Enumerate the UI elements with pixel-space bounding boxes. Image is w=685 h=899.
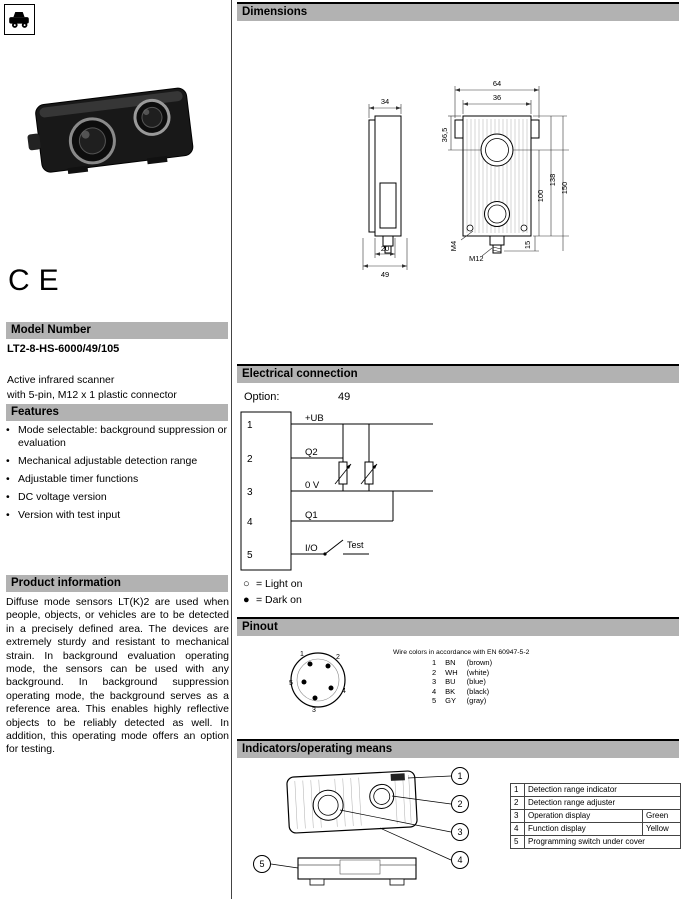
dimensions-header: Dimensions	[237, 2, 679, 21]
callout-4: 4	[457, 855, 463, 865]
legend-light-on	[243, 578, 302, 590]
indicator-num: 3	[511, 810, 525, 823]
connector-pin-number-3: 3	[312, 707, 316, 714]
model-description-line2: with 5-pin, M12 x 1 plastic connector	[7, 389, 177, 401]
feature-item	[6, 455, 229, 468]
wire-color-name: (blue)	[466, 677, 486, 686]
electrical-circuit-diagram	[237, 406, 679, 576]
dim-15-label: 15	[523, 240, 532, 250]
bullet-icon: •	[6, 473, 10, 485]
feature-text: Mechanical adjustable detection range	[18, 455, 198, 467]
wire-pin: 3	[432, 677, 437, 686]
connector-pin-number-4: 4	[342, 688, 346, 695]
legend-dark-on-text: = Dark on	[256, 594, 302, 606]
features-header: Features	[6, 404, 228, 421]
bullet-icon: •	[6, 509, 10, 521]
wire-color-name: (gray)	[466, 696, 487, 705]
bullet-icon: •	[6, 424, 10, 436]
indicators-drawing	[240, 762, 485, 897]
dim-100-label: 100	[536, 189, 545, 203]
model-number-header: Model Number	[6, 322, 228, 339]
pin-number: 3	[247, 487, 253, 498]
callout-5: 5	[259, 859, 265, 869]
pin-label-ub: +UB	[305, 413, 324, 424]
indicator-row	[511, 797, 681, 810]
pin-number: 1	[247, 420, 253, 431]
dim-36-label: 36	[492, 93, 502, 102]
pin-label-q1: Q1	[305, 510, 318, 521]
wire-pin: 1	[432, 658, 437, 667]
front-connector	[490, 236, 504, 253]
car-icon	[5, 5, 33, 33]
feature-text: Version with test input	[18, 509, 121, 521]
dim-49-label: 49	[380, 270, 390, 279]
pin-label-q2: Q2	[305, 447, 318, 458]
dim-20-label: 20	[380, 244, 390, 253]
indicator-num: 1	[511, 784, 525, 797]
model-number: LT2-8-HS-6000/49/105	[7, 343, 120, 355]
product-photo	[23, 68, 208, 188]
ce-mark: CE	[8, 264, 68, 297]
sensor-bottom-drawing	[298, 858, 416, 885]
legend-dark-on	[243, 594, 302, 606]
callout-1: 1	[457, 771, 463, 781]
callout-2: 2	[457, 799, 463, 809]
features-list	[6, 424, 229, 527]
indicator-label: Operation display	[525, 810, 643, 823]
pin-label-0v: 0 V	[305, 480, 320, 491]
wire-color-name: (black)	[466, 686, 490, 696]
callout-3: 3	[457, 827, 463, 837]
wire-code: WH	[445, 667, 458, 677]
sensor-front-drawing	[287, 771, 418, 834]
option-label: Option:	[244, 391, 280, 403]
wire-pin: 5	[432, 696, 437, 705]
wire-color-name: (brown)	[466, 658, 493, 667]
electrical-connection-header: Electrical connection	[237, 364, 679, 383]
pin-number: 2	[247, 454, 253, 465]
dim-150-label: 150	[560, 181, 569, 195]
indicator-label: Function display	[525, 823, 643, 836]
wire-pin: 4	[432, 686, 437, 696]
wire-colors-note: Wire colors in accordance with EN 60947-5-2	[393, 649, 530, 656]
connector-pin-number-1: 1	[300, 651, 304, 658]
dark-on-icon: ●	[243, 594, 250, 606]
feature-item	[6, 424, 229, 450]
side-view-outline	[369, 116, 401, 253]
connector-pin-number-5: 5	[289, 680, 293, 687]
product-information-text: Diffuse mode sensors LT(K)2 are used when people, objects, or vehicles are to be detected in a precisely defined area. The devices are extremely sturdy and resistant to mechanical strain. In background evaluation operating mode, the sensors can be used with any background. In background suppression operating mode, the background serves as a reference area. This enables highly reflective objects to be reliably detected as well. In addition, this operating mode offers an option for testing.	[6, 596, 229, 756]
indicator-num: 2	[511, 797, 525, 810]
indicator-num: 4	[511, 823, 525, 836]
column-divider	[231, 0, 232, 899]
pin-number: 4	[247, 517, 253, 528]
pin-number: 5	[247, 550, 253, 561]
feature-item	[6, 509, 229, 522]
dim-34-label: 34	[380, 97, 390, 106]
wire-code: BU	[445, 677, 456, 686]
indicators-header: Indicators/operating means	[237, 739, 679, 758]
connector-face-diagram	[282, 644, 354, 716]
bullet-icon: •	[6, 455, 10, 467]
bullet-icon: •	[6, 491, 10, 503]
option-value: 49	[338, 391, 351, 403]
wire-color-name: (white)	[466, 667, 490, 677]
feature-text: Mode selectable: background suppression or evaluation	[18, 424, 227, 449]
wire-code: BK	[445, 686, 456, 696]
indicator-num: 5	[511, 836, 525, 849]
dim-m12-label: M12	[469, 254, 484, 263]
feature-item	[6, 491, 229, 504]
dim-64-label: 64	[492, 79, 502, 88]
dim-m4-label: M4	[449, 240, 458, 252]
wire-code: GY	[445, 696, 457, 705]
wire-code: BN	[445, 658, 456, 667]
vehicle-approval-icon	[4, 4, 35, 35]
indicator-value: Green	[643, 810, 681, 823]
wire-color-table	[432, 659, 501, 707]
feature-text: Adjustable timer functions	[18, 473, 139, 485]
light-on-icon: ○	[243, 578, 250, 590]
indicator-label: Programming switch under cover	[525, 836, 681, 849]
indicator-label: Detection range adjuster	[525, 797, 681, 810]
wire-pin: 2	[432, 667, 437, 677]
dim-36-5-label: 36,5	[440, 127, 449, 143]
dimensions-drawing	[237, 28, 679, 353]
indicator-row	[511, 810, 681, 823]
indicator-value: Yellow	[643, 823, 681, 836]
dim-138-label: 138	[548, 173, 557, 187]
indicator-label: Detection range indicator	[525, 784, 681, 797]
legend-light-on-text: = Light on	[256, 578, 303, 590]
feature-item	[6, 473, 229, 486]
indicators-table	[510, 783, 681, 849]
wire-row	[432, 697, 501, 707]
pinout-header: Pinout	[237, 617, 679, 636]
connector-pin-number-2: 2	[336, 654, 340, 661]
pin-label-io: I/O	[305, 543, 318, 554]
indicator-window	[391, 773, 405, 781]
feature-text: DC voltage version	[18, 491, 107, 503]
model-description-line1: Active infrared scanner	[7, 374, 115, 386]
indicator-row	[511, 836, 681, 849]
indicator-row	[511, 823, 681, 836]
product-information-header: Product information	[6, 575, 228, 592]
indicator-row	[511, 784, 681, 797]
test-label: Test	[347, 540, 364, 550]
